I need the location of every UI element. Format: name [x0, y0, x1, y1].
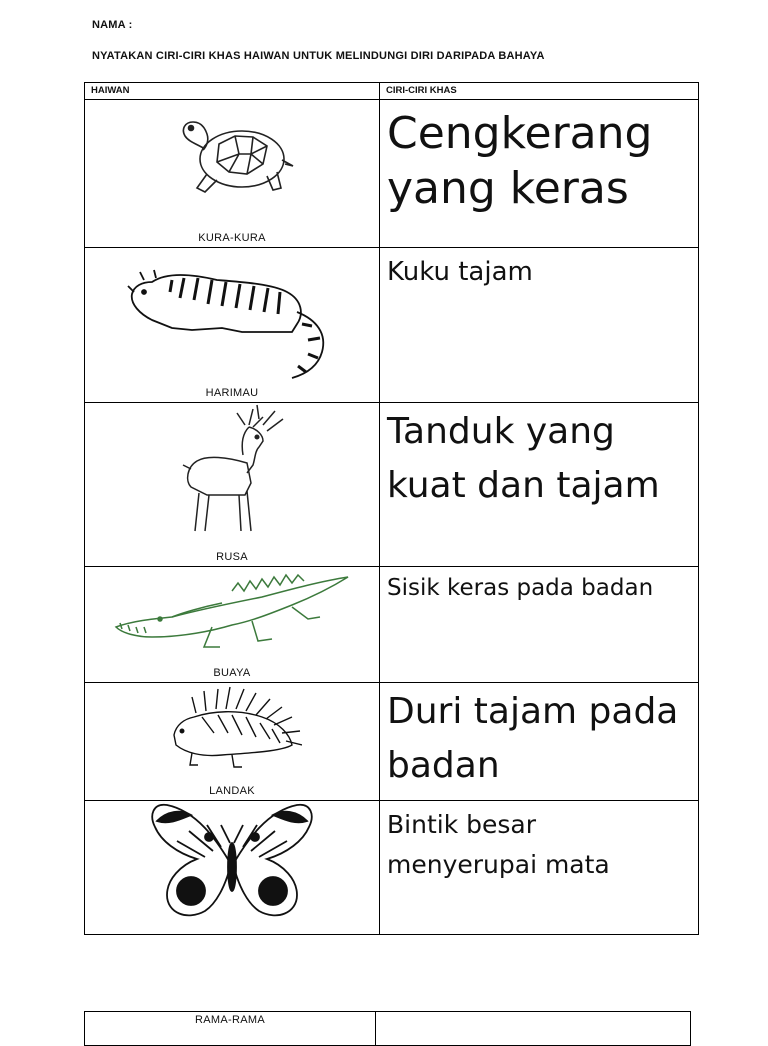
- animal-label: RUSA: [216, 551, 248, 563]
- name-label: NAMA :: [92, 19, 133, 31]
- animal-cell: [85, 801, 380, 935]
- animal-label: BUAYA: [213, 667, 251, 679]
- table-row: [85, 248, 699, 403]
- animal-cell: [85, 567, 380, 683]
- animal-cell: [85, 248, 380, 403]
- table-row: [85, 683, 699, 801]
- table-row: [85, 567, 699, 683]
- deer-icon: [85, 403, 379, 537]
- butterfly-icon: [85, 801, 379, 923]
- trait-cell: Sisik keras pada badan: [380, 567, 699, 683]
- worksheet-table: [84, 82, 699, 935]
- animal-cell: [85, 100, 380, 248]
- table-row: [85, 403, 699, 567]
- table-header-row: [85, 83, 699, 100]
- animal-label: HARIMAU: [205, 387, 259, 399]
- tiger-icon: [85, 262, 379, 384]
- animal-label: RAMA-RAMA: [85, 1012, 376, 1046]
- trait-cell: Duri tajam pada badan: [380, 683, 699, 801]
- table-row: [85, 1012, 691, 1046]
- porcupine-icon: [85, 683, 379, 773]
- trait-cell: Kuku tajam: [380, 248, 699, 403]
- trait-cell: Bintik besar menyerupai mata: [380, 801, 699, 935]
- column-header-animal: HAIWAN: [85, 83, 380, 100]
- trait-cell: [376, 1012, 691, 1046]
- crocodile-icon: [85, 567, 379, 659]
- second-table: [84, 1011, 691, 1046]
- animal-cell: [85, 683, 380, 801]
- trait-cell: Cengkerang yang keras: [380, 100, 699, 248]
- column-header-traits: CIRI-CIRI KHAS: [380, 83, 699, 100]
- trait-cell: Tanduk yang kuat dan tajam: [380, 403, 699, 567]
- animal-cell: [85, 403, 380, 567]
- table-row: [85, 801, 699, 935]
- animal-label: LANDAK: [209, 785, 255, 797]
- turtle-icon: [85, 104, 379, 204]
- instruction-text: NYATAKAN CIRI-CIRI KHAS HAIWAN UNTUK MELINDUNGI DIRI DARIPADA BAHAYA: [92, 50, 545, 62]
- table-row: [85, 100, 699, 248]
- animal-label: KURA-KURA: [198, 232, 266, 244]
